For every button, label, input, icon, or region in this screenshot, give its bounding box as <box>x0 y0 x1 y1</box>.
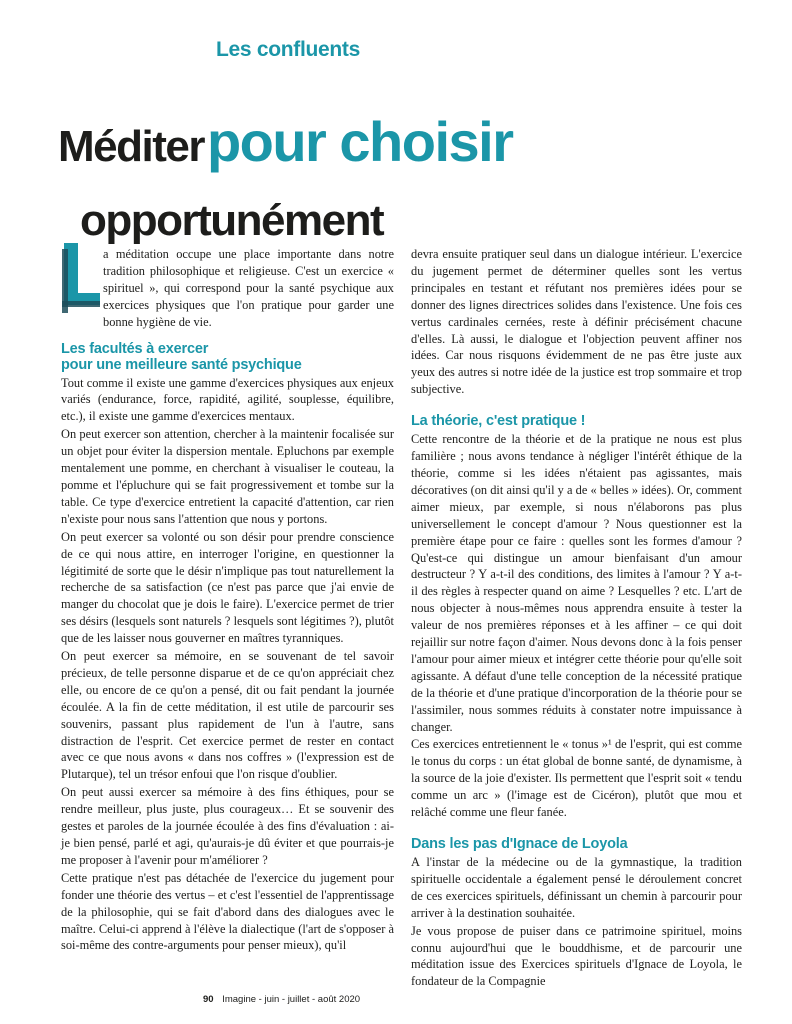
body-paragraph: Cette pratique n'est pas détachée de l'exercice du jugement pour fonder une théorie des vertus – et c'est l'essentiel de l'apprentissage de la philosophie, qui se fait d'abord dans des dialogues avec le maître. Celui-ci apprend à l'élève la dialectique (l'art de s'opposer à soi-même des contre-arguments pour penser mieux), qu'il <box>61 870 394 953</box>
body-paragraph: A l'instar de la médecine ou de la gymnastique, la tradition spirituelle occidentale a également pensé le déroulement concret de ces exercices spirituels, définissant un chemin à parcourir pour arriver à la destination souhaitée. <box>411 855 742 920</box>
subheading-ignace: Dans les pas d'Ignace de Loyola <box>411 836 628 852</box>
subheading-theorie: La théorie, c'est pratique ! <box>411 413 586 430</box>
body-paragraph: Cette rencontre de la théorie et de la pratique ne nous est plus familière ; nous avons tendance à négliger l'intérêt éthique de la théorie, comme si les idées n'étaient pas agissantes, mais décoratives (on dit ainsi qu'il y a de « belles » idées). Or, comment aimer mieux, par exemple, si nous n'élaborons pas plus universellement le concept d'amour ? Nous questionner est la première étape pour ce faire : quelles sont les formes d'amour ? Qu'est-ce qui distingue un amour bienfaisant d'un amour destructeur ? Y a-t-il des conditions, des limites à l'amour ? Y a-t-il des règles à respecter quand on aime ? Lesquelles ? etc. L'art de nous objecter à nous-mêmes nous apprendra ensuite à tester la valeur de nos premières réponses et à les affiner – ce qui doit rejaillir sur notre façon d'aimer. Nous devons donc à la fois penser l'amour pour aimer mieux et intégrer cette théorie pour qu'elle soit agissante. A défaut d'une telle conception de la nécessité pratique de la théorie et d'une pratique d'incorporation de la théorie pour se l'assimiler, nous sommes réduits à constater notre impuissance à changer. <box>411 432 742 734</box>
subheading-facultes <box>61 341 394 373</box>
title-part-3: opportunément <box>80 196 384 245</box>
body-paragraph: On peut exercer sa volonté ou son désir pour prendre conscience de ce qui nous attire, en interroger l'origine, en questionner la légitimité de sorte que le désir n'implique pas tout naturellement la recherche de sa satisfaction (ce n'est pas parce que j'ai envie de manger du chocolat que je dois le faire). L'exercice permet de trier ses désirs (lesquels sont naturels ? lesquels sont légitimes ?), plutôt que de les laisser nous gouverner en maîtres tyranniques. <box>61 529 394 646</box>
body-paragraph: On peut exercer sa mémoire, en se souvenant de tel savoir précieux, de telle personne disparue et de ce qu'on appréciait chez elle, ou encore de ce qu'on a pensé, dit ou fait pendant la journée écoulée. A la fin de cette méditation, il est utile de parcourir ses souvenirs, passant plus rapidement de l'un à l'autre, sans distraction de l'esprit. Cet exercice permet de rester en contact avec ce que nous avons « dans nos coffres » (l'expression est de Plutarque), tel un trésor enfoui que l'on risque d'oublier. <box>61 649 394 782</box>
left-column <box>61 246 394 954</box>
page-footer <box>203 994 360 1005</box>
subheading-line-1: Les facultés à exercer <box>61 340 209 357</box>
body-paragraph: On peut exercer son attention, chercher à la maintenir focalisée sur un objet pour éviter la dispersion mentale. Epluchons par exemple mentalement une pomme, en cherchant à visualiser le couteau, la pomme et l'épluchure qui se fait progressivement et tombe sur la table. Ce type d'exercice entretient la capacité d'attention, car rien n'existe pour nous sans l'attention que nous y portons. <box>61 427 394 526</box>
body-paragraph: On peut aussi exercer sa mémoire à des fins éthiques, pour se rendre meilleur, plus juste, plus courageux… Et se souvenir des gestes et paroles de la journée écoulée à des fins d'évaluation : ai-je bien pensé, parlé et agi, qu'aurais-je dû éviter et que pourrais-je me proposer à l'avenir pour m'améliorer ? <box>61 785 394 867</box>
article-title <box>58 110 758 253</box>
subheading-line-2: pour une meilleure santé psychique <box>61 356 302 373</box>
section-rubric: Les confluents <box>216 38 360 61</box>
body-paragraph: Je vous propose de puiser dans ce patrimoine spirituel, moins connu aujourd'hui que le bouddhisme, et de parcourir une méditation issue des Exercices spirituels d'Ignace de Loyola, le fondateur de la Compagnie <box>411 923 742 989</box>
title-line-1 <box>58 110 758 189</box>
title-part-2: pour choisir <box>206 110 513 173</box>
page-number: 90 <box>203 994 214 1005</box>
body-paragraph: Tout comme il existe une gamme d'exercices physiques aux enjeux variés (endurance, force, rapidité, agilité, souplesse, équilibre, etc.), il existe une gamme d'exercices mentaux. <box>61 375 394 424</box>
footer-issue: Imagine - juin - juillet - août 2020 <box>222 994 361 1005</box>
body-paragraph: Ces exercices entretiennent le « tonus »¹ de l'esprit, qui est comme le tonus du corps : un état global de bonne santé, de dynamisme, à la source de la joie d'exister. Ils permettent que l'esprit soit « tendu comme un arc » (l'image est de Cicéron), plutôt que mou et relâché comme une fleur fanée. <box>411 737 742 820</box>
lede-paragraph: a méditation occupe une place importante dans notre tradition philosophique et religieuse. C'est un exercice « spirituel », qui correspond pour la santé psychique aux exercices physiques que l'on pratique pour garder une bonne hygiène de vie. <box>103 247 394 329</box>
body-paragraph: devra ensuite pratiquer seul dans un dialogue intérieur. L'exercice du jugement permet de déterminer quelles sont les vertus principales en testant et réfutant nos premières idées pour se donner des lignes directrices solides dans l'existence. Une fois ces vertus cardinales cernées, reste à définir précisément chacune d'elles. Là aussi, le dialogue et l'objection peuvent affiner nos idées. Car nous risquons évidemment de ne pas être juste aux yeux des autres si notre idée de la justice est trop sommaire et trop subjective. <box>411 247 742 397</box>
title-part-1: Méditer <box>58 122 204 171</box>
right-column <box>411 246 742 990</box>
